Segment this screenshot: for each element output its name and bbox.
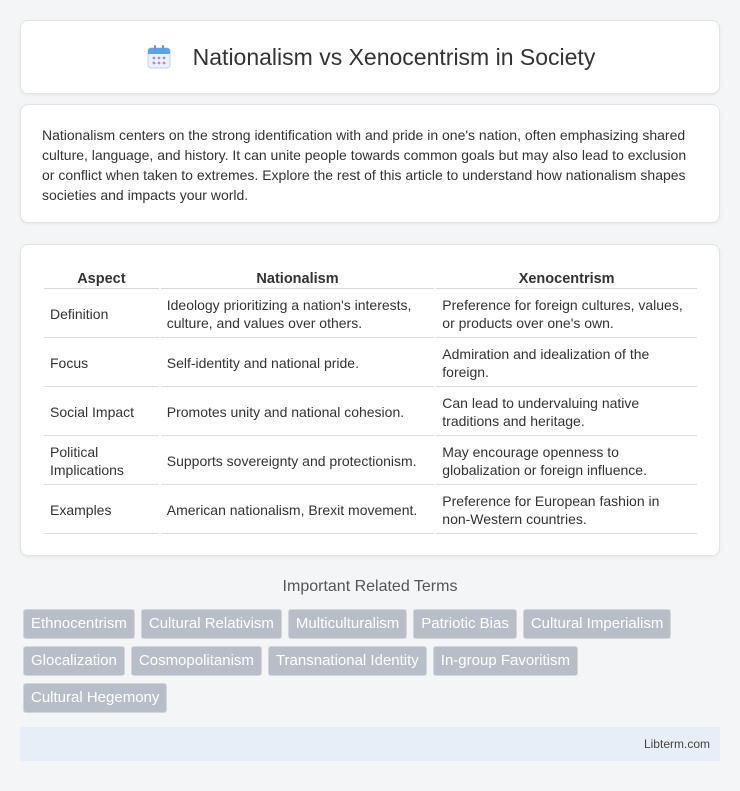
related-terms-list [23, 609, 723, 713]
tag-patriotic-bias[interactable]: Patriotic Bias [413, 609, 517, 639]
cell-nationalism: Self-identity and national pride. [161, 340, 435, 387]
cell-xenocentrism: Admiration and idealization of the foreign. [436, 340, 697, 387]
page-title: Nationalism vs Xenocentrism in Society [192, 43, 596, 70]
tag-in-group-favoritism[interactable]: In-group Favoritism [433, 646, 578, 676]
header-nationalism: Nationalism [161, 269, 435, 289]
related-terms-title: Important Related Terms [282, 578, 458, 595]
cell-nationalism: American nationalism, Brexit movement. [161, 487, 435, 534]
footer-site-link[interactable]: Libterm.com [643, 737, 710, 751]
cell-nationalism: Promotes unity and national cohesion. [161, 389, 435, 436]
header-xenocentrism: Xenocentrism [436, 269, 697, 289]
cell-aspect: Focus [44, 340, 159, 387]
cell-xenocentrism: May encourage openness to globalization or foreign influence. [436, 438, 697, 485]
header-aspect: Aspect [44, 269, 159, 289]
footer [20, 727, 720, 761]
table-row [44, 487, 697, 534]
cell-aspect: Political Implications [44, 438, 159, 485]
cell-aspect: Definition [44, 291, 159, 338]
tag-ethnocentrism[interactable]: Ethnocentrism [23, 609, 135, 639]
tag-glocalization[interactable]: Glocalization [23, 646, 125, 676]
table-row [44, 389, 697, 436]
cell-aspect: Social Impact [44, 389, 159, 436]
intro-card [20, 104, 720, 223]
cell-nationalism: Ideology prioritizing a nation's interests, culture, and values over others. [161, 291, 435, 338]
table-header-row [44, 269, 697, 289]
cell-aspect: Examples [44, 487, 159, 534]
calendar-icon [145, 43, 173, 71]
tag-cosmopolitanism[interactable]: Cosmopolitanism [131, 646, 262, 676]
tag-cultural-hegemony[interactable]: Cultural Hegemony [23, 683, 167, 713]
tag-cultural-relativism[interactable]: Cultural Relativism [141, 609, 282, 639]
cell-xenocentrism: Can lead to undervaluing native traditions and heritage. [436, 389, 697, 436]
intro-text: Nationalism centers on the strong identification with and pride in one's nation, often emphasizing shared culture, language, and history. It can unite people towards common goals but may also lead to exclusion or conflict when taken to extremes. Explore the rest of this article to understand how nationalism shapes societies and impacts your world. [42, 127, 687, 203]
table-row [44, 438, 697, 485]
comparison-table [42, 267, 699, 536]
tag-transnational-identity[interactable]: Transnational Identity [268, 646, 427, 676]
tag-cultural-imperialism[interactable]: Cultural Imperialism [523, 609, 672, 639]
tag-multiculturalism[interactable]: Multiculturalism [288, 609, 407, 639]
header-card [20, 20, 720, 94]
table-row [44, 291, 697, 338]
table-row [44, 340, 697, 387]
cell-xenocentrism: Preference for European fashion in non-Western countries. [436, 487, 697, 534]
title-wrap [145, 43, 596, 71]
cell-xenocentrism: Preference for foreign cultures, values, or products over one's own. [436, 291, 697, 338]
cell-nationalism: Supports sovereignty and protectionism. [161, 438, 435, 485]
comparison-table-card [20, 244, 720, 556]
